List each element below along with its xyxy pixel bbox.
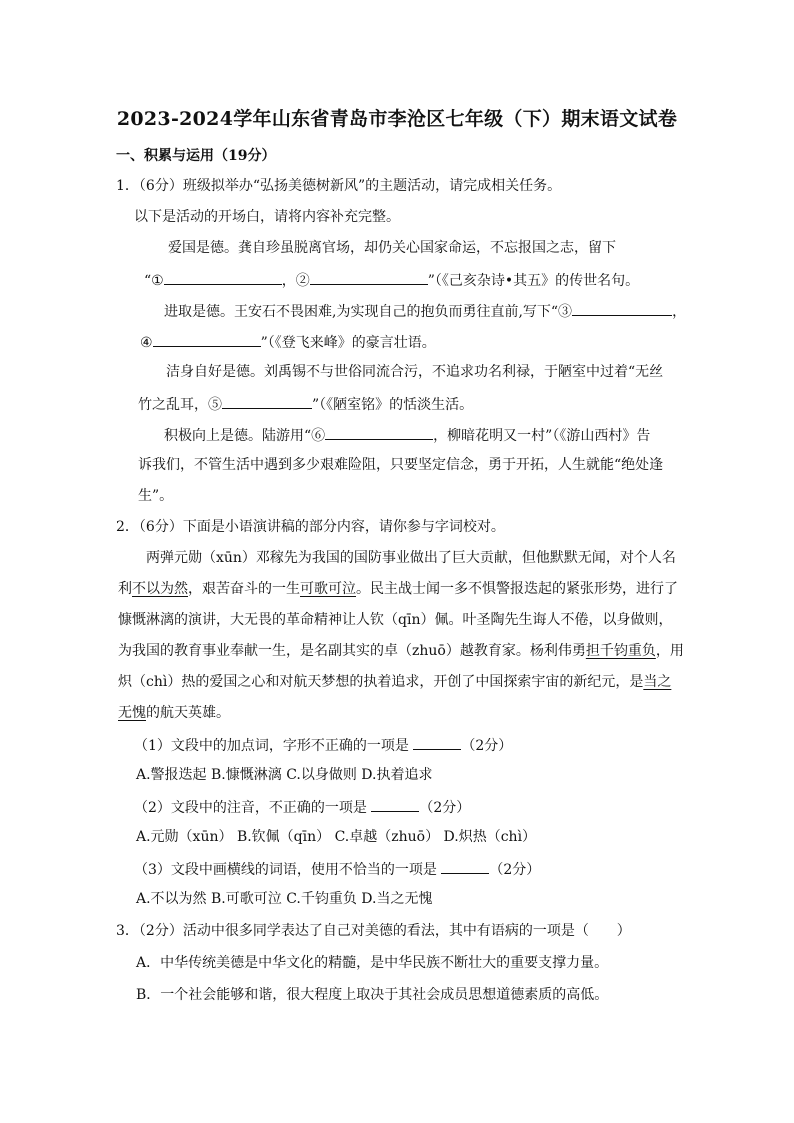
underlined-phrase-4b: 无愧: [118, 705, 146, 721]
blank-3[interactable]: [572, 300, 672, 316]
q1-p3-line1: 洁身自好是德。刘禹锡不与世俗同流合污，不追求功名利禄，于陋室中过着“无丝: [166, 364, 664, 380]
q1-p4-line3: 生”。: [138, 488, 174, 504]
q2-sub1-options: A.警报迭起 B.慷慨淋漓 C.以身做则 D.执着追求: [136, 767, 433, 783]
blank-5[interactable]: [222, 393, 312, 409]
underlined-phrase-2: 可歌可泣: [300, 581, 356, 597]
answer-blank-sub3[interactable]: [441, 858, 489, 874]
q3-option-b: B．一个社会能够和谐，很大程度上取决于其社会成员思想道德素质的高低。: [136, 987, 609, 1003]
q3-option-a: A．中华传统美德是中华文化的精髓，是中华民族不断壮大的重要支撑力量。: [136, 955, 609, 971]
blank-1[interactable]: [164, 269, 282, 285]
q2-sub1: （1）文段中的加点词，字形不正确的一项是 （2分）: [134, 734, 512, 756]
q2-sub3-options: A.不以为然 B.可歌可泣 C.千钧重负 D.当之无愧: [136, 891, 433, 907]
q1-stem: 1．（6分）班级拟举办“弘扬美德树新风”的主题活动，请完成相关任务。: [116, 178, 562, 194]
q1-p2-line2: ④ ”（《登飞来峰》的豪言壮语。: [140, 331, 436, 353]
q1-p4-line1: 积极向上是德。陆游用“⑥ ，柳暗花明又一村”（《游山西村》告: [164, 424, 650, 446]
q1-p2-line1: 进取是德。王安石不畏困难,为实现自己的抱负而勇往直前,写下“③ ，: [164, 300, 686, 322]
underlined-phrase-3: 担千钧重负: [585, 643, 656, 659]
answer-blank-sub1[interactable]: [413, 734, 461, 750]
q2-text-line1: 两弹元勋（xūn）邓稼先为我国的国防事业做出了巨大贡献，但他默默无闻，对个人名: [146, 550, 676, 566]
q1-p4-line2: 诉我们，不管生活中遇到多少艰难险阻，只要坚定信念，勇于开拓，人生就能“绝处逢: [138, 457, 664, 473]
q2-sub2-options: A.元勋（xūn） B.钦佩（qīn） C.卓越（zhuō） D.炽热（chì）: [136, 829, 537, 845]
q2-text-line3: 慷慨淋漓的演讲，大无畏的革命精神让人钦（qīn）佩。叶圣陶先生诲人不倦，以身做则，: [118, 612, 673, 628]
exam-title: 2023-2024学年山东省青岛市李沧区七年级（下）期末语文试卷: [116, 108, 678, 130]
q2-stem: 2．（6分）下面是小语演讲稿的部分内容，请你参与字词校对。: [116, 519, 505, 535]
blank-4[interactable]: [153, 331, 261, 347]
q1-p1-line1: 爱国是德。龚自珍虽脱离官场，却仍关心国家命运，不忘报国之志，留下: [168, 240, 616, 256]
q2-text-line5: 炽（chì）热的爱国之心和对航天梦想的执着追求，开创了中国探索宇宙的新纪元，是当之: [118, 674, 672, 690]
q2-text-line6: 无愧的航天英雄。: [118, 705, 230, 721]
q1-p3-line2: 竹之乱耳，⑤ ”（《陋室铭》的恬淡生活。: [138, 393, 473, 415]
answer-blank-sub2[interactable]: [371, 796, 419, 812]
blank-6[interactable]: [325, 424, 433, 440]
section-heading: 一、积累与运用（19分）: [116, 148, 276, 164]
q2-text-line2: 利不以为然，艰苦奋斗的一生可歌可泣。民主战士闻一多不惧警报迭起的紧张形势，进行了: [118, 581, 678, 597]
q1-intro: 以下是活动的开场白，请将内容补充完整。: [134, 209, 400, 225]
q3-stem: 3．（2分）活动中很多同学表达了自己对美德的看法，其中有语病的一项是（ ）: [116, 923, 631, 939]
q2-text-line4: 为我国的教育事业奉献一生，是名副其实的卓（zhuō）越教育家。杨利伟勇担千钧重负，用: [118, 643, 684, 659]
q2-sub2: （2）文段中的注音，不正确的一项是 （2分）: [134, 796, 470, 818]
q2-sub3: （3）文段中画横线的词语，使用不恰当的一项是 （2分）: [134, 858, 540, 880]
blank-2[interactable]: [310, 269, 428, 285]
underlined-phrase-4a: 当之: [643, 674, 672, 690]
underlined-phrase-1: 不以为然: [132, 581, 188, 597]
q1-p1-line2: “① ，② ”（《己亥杂诗•其五》的传世名句。: [144, 269, 639, 291]
